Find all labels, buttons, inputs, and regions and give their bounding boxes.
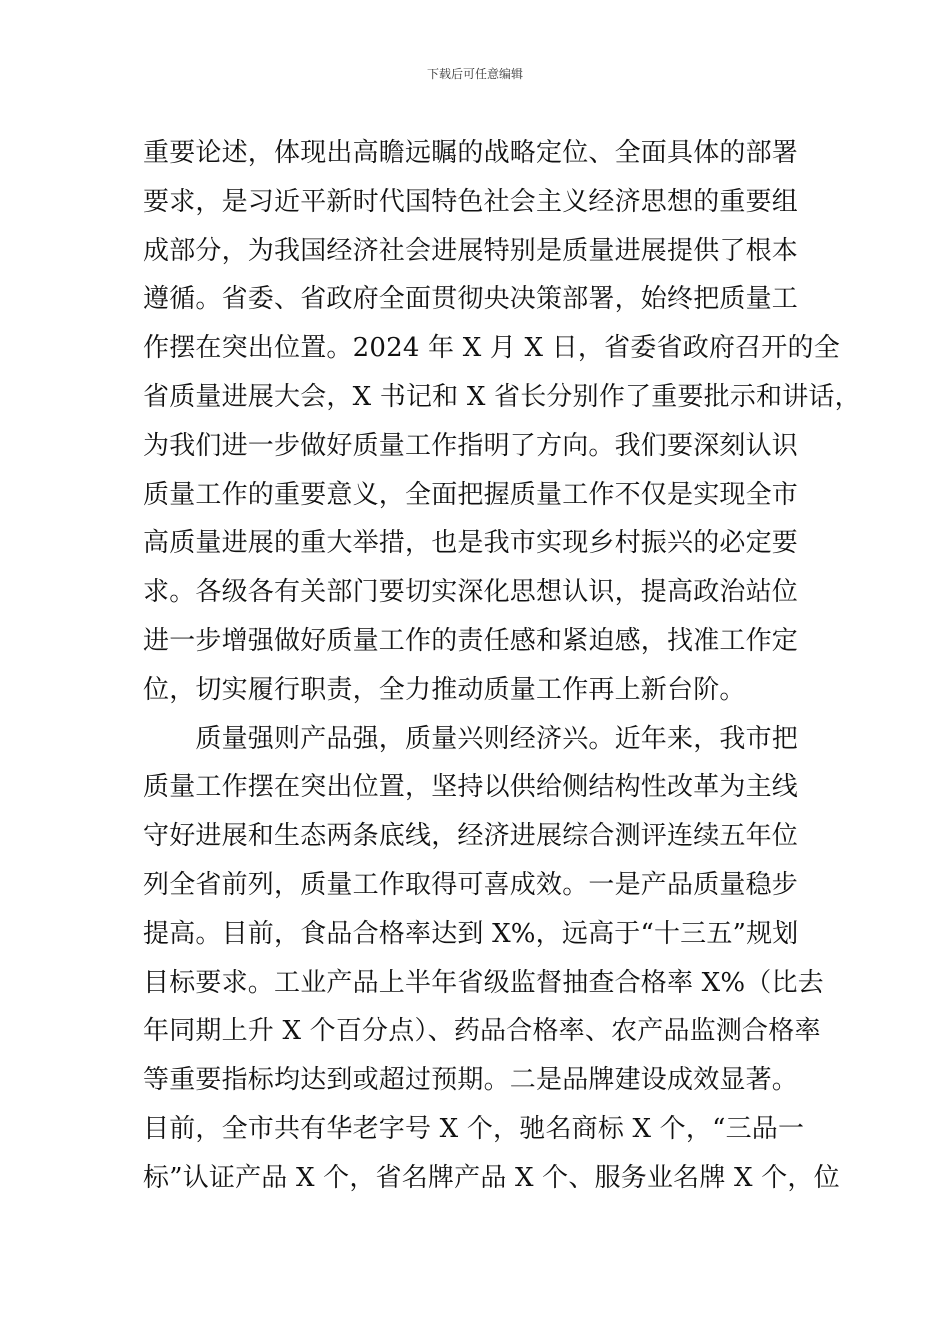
- text-line: 质量工作摆在突出位置，坚持以供给侧结构性改革为主线: [143, 772, 799, 803]
- text-line: 等重要指标均达到或超过预期。二是品牌建设成效显著。: [143, 1065, 799, 1096]
- text-line: 提高。目前，食品合格率达到 X%，远高于“十三五”规划: [143, 918, 799, 949]
- paragraph-start-line: 质量强则产品强，质量兴则经济兴。近年来，我市把: [143, 723, 799, 754]
- text-line: 高质量进展的重大举措，也是我市实现乡村振兴的必定要: [143, 528, 799, 559]
- page-header: 下载后可任意编辑: [426, 67, 523, 81]
- text-line: 为我们进一步做好质量工作指明了方向。我们要深刻认识: [143, 430, 799, 461]
- text-line: 年同期上升 X 个百分点）、药品合格率、农产品监测合格率: [143, 1016, 821, 1047]
- text-line: 遵循。省委、省政府全面贯彻央决策部署，始终把质量工: [143, 284, 799, 315]
- text-line: 省质量进展大会，X 书记和 X 省长分别作了重要批示和讲话，: [143, 381, 861, 412]
- text-line: 作摆在突出位置。2024 年 X 月 X 日，省委省政府召开的全: [143, 333, 840, 364]
- text-line: 位，切实履行职责，全力推动质量工作再上新台阶。: [143, 674, 746, 705]
- text-line: 标”认证产品 X 个，省名牌产品 X 个、服务业名牌 X 个，位: [143, 1162, 840, 1193]
- text-line: 质量工作的重要意义，全面把握质量工作不仅是实现全市: [143, 479, 799, 510]
- text-line: 目标要求。工业产品上半年省级监督抽查合格率 X%（比去: [143, 967, 824, 998]
- text-line: 求。各级各有关部门要切实深化思想认识，提高政治站位: [143, 577, 799, 608]
- text-line: 成部分，为我国经济社会进展特别是质量进展提供了根本: [143, 235, 799, 266]
- text-line: 重要论述，体现出高瞻远瞩的战略定位、全面具体的部署: [143, 138, 799, 168]
- text-line: 要求，是习近平新时代国特色社会主义经济思想的重要组: [143, 186, 799, 217]
- document-body: [143, 129, 861, 1203]
- text-line: 守好进展和生态两条底线，经济进展综合测评连续五年位: [143, 821, 799, 852]
- text-line: 目前，全市共有华老字号 X 个，驰名商标 X 个，“三品一: [143, 1113, 805, 1144]
- text-line: 进一步增强做好质量工作的责任感和紧迫感，找准工作定: [143, 625, 799, 656]
- text-line: 列全省前列，质量工作取得可喜成效。一是产品质量稳步: [143, 869, 799, 900]
